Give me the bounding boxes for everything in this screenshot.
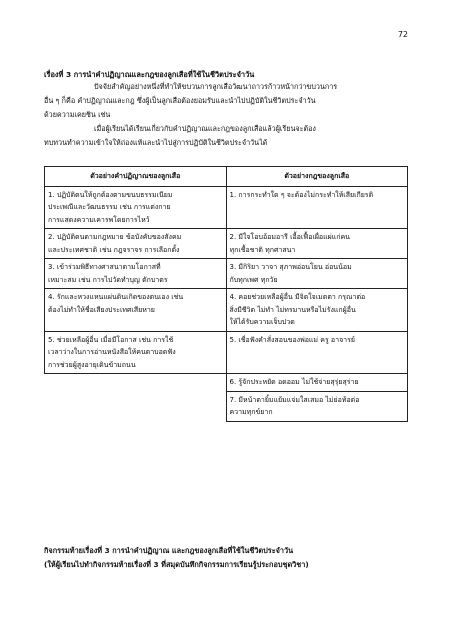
cell-line: 6. รู้จักประหยัด อดออม ไม่ใช้จ่ายสุรุ่ยสุร่าย xyxy=(229,378,359,386)
table-row xyxy=(45,391,408,421)
law-cell xyxy=(226,331,408,374)
activity-title: กิจกรรมท้ายเรื่องที่ 3 การนำคำปฏิญาณ และกฎของลูกเสือที่ใช้ในชีวิตประจำวัน xyxy=(44,546,294,555)
cell-line: สิ่งมีชีวิต ไม่ทำ ไม่ทรมานหรือไม่รังแกผู้อื่น xyxy=(229,305,356,314)
promise-cell xyxy=(45,259,227,289)
law-cell xyxy=(226,391,408,421)
cell-line: ประเพณีและวัฒนธรรม เช่น การแต่งกาย xyxy=(48,203,171,211)
cell-line: 5. เชื่อฟังคำสั่งสอนของพ่อแม่ ครู อาจารย์ xyxy=(229,335,355,344)
empty-cell xyxy=(45,391,227,421)
activity-instruction: (ให้ผู้เรียนไปทำกิจกรรมท้ายเรื่องที่ 3 ที่สมุดบันทึกกิจกรรมการเรียนรู้ประกอบชุดวิชา) xyxy=(44,560,309,569)
table-row xyxy=(45,374,408,392)
paragraph-line: ด้วยความเคยชิน เช่น xyxy=(44,110,111,119)
cell-line: ให้ได้รับความเจ็บปวด xyxy=(229,318,295,326)
table-row xyxy=(45,229,408,259)
cell-line: ทุกเชื้อชาติ ทุกศาสนา xyxy=(229,245,296,254)
law-cell xyxy=(226,289,408,332)
cell-line: 7. มีหน้าตายิ้มแย้มแจ่มใสเสมอ ไม่ย่อท้อต่อ xyxy=(229,395,360,404)
empty-cell xyxy=(45,374,227,392)
column-header-law: ตัวอย่างกฎของลูกเสือ xyxy=(226,167,408,187)
page-number: 72 xyxy=(397,30,408,39)
cell-line: เวลาว่างในการอ่านหนังสือให้คนตาบอดฟัง xyxy=(48,348,176,356)
table-row xyxy=(45,259,408,289)
law-cell xyxy=(226,259,408,289)
cell-line: การช่วยผู้สูงอายุเดินข้ามถนน xyxy=(48,360,136,369)
promise-cell xyxy=(45,289,227,332)
promise-cell xyxy=(45,331,227,374)
activity-note xyxy=(44,544,424,572)
paragraph-line: ทบทวนทำความเข้าใจให้ถ่องแท้และนำไปสู่การปฏิบัติในชีวิตประจำวันได้ xyxy=(44,138,268,147)
cell-line: 2. มีใจโอบอ้อมอารี เอื้อเฟื้อเผื่อแผ่แก่คน xyxy=(229,233,350,241)
paragraph-line: อื่น ๆ ก็คือ คำปฏิญาณและกฎ ซึ่งผู้เป็นลูกเสือต้องยอมรับและนำไปปฏิบัติในชีวิตประจำวัน xyxy=(44,96,316,105)
cell-line: กับทุกเพศ ทุกวัย xyxy=(229,275,278,284)
law-cell xyxy=(226,186,408,229)
cell-line: 4. รักและหวงแหนแผ่นดินเกิดของตนเอง เช่น xyxy=(48,293,184,301)
promise-cell xyxy=(45,229,227,259)
table-header-row xyxy=(45,167,408,187)
cell-line: เหมาะสม เช่น การไปวัดทำบุญ ตักบาตร xyxy=(48,275,168,284)
cell-line: 4. คอยช่วยเหลือผู้อื่น มีจิตใจเมตตา กรุณาต่อ xyxy=(229,293,366,301)
table-row xyxy=(45,186,408,229)
paragraph-line: ปัจจัยสำคัญอย่างหนึ่งที่ทำให้ขบวนการลูกเสือวัฒนาถาวรก้าวหน้ากว่าขบวนการ xyxy=(94,82,338,91)
cell-line: ต้องไม่ทำให้ชื่อเสียงประเทศเสียหาย xyxy=(48,305,155,314)
cell-line: 1. การกระทำใด ๆ จะต้องไม่กระทำให้เสียเกียรติ xyxy=(229,190,374,199)
law-cell xyxy=(226,374,408,392)
column-header-promise: ตัวอย่างคำปฏิญาณของลูกเสือ xyxy=(45,167,227,187)
examples-table xyxy=(44,166,408,422)
cell-line: ความทุกข์ยาก xyxy=(229,408,273,416)
cell-line: การแสดงความเคารพโดยการไหว้ xyxy=(48,215,150,224)
cell-line: 2. ปฏิบัติตนตามกฎหมาย ข้อบังคับของสังคม xyxy=(48,233,182,241)
paragraph-line: เมื่อผู้เรียนได้เรียนเกี่ยวกับคำปฏิญาณและกฎของลูกเสือแล้วผู้เรียนจะต้อง xyxy=(94,124,316,133)
cell-line: และประเทศชาติ เช่น กฎจราจร การเลือกตั้ง xyxy=(48,245,180,254)
section-heading: เรื่องที่ 3 การนำคำปฏิญาณและกฎของลูกเสือที่ใช้ในชีวิตประจำวัน xyxy=(44,70,255,79)
table-row xyxy=(45,331,408,374)
instruction-paragraph xyxy=(44,122,408,150)
cell-line: 1. ปฏิบัติตนให้ถูกต้องตามขนบธรรมเนียม xyxy=(48,190,173,199)
promise-cell xyxy=(45,186,227,229)
cell-line: 3. เข้าร่วมพิธีทางศาสนาตามโอกาสที่ xyxy=(48,263,161,271)
cell-line: 3. มีกิริยา วาจา สุภาพอ่อนโยน อ่อนน้อม xyxy=(229,263,352,271)
table-row xyxy=(45,289,408,332)
cell-line: 5. ช่วยเหลือผู้อื่น เมื่อมีโอกาส เช่น การใช้ xyxy=(48,335,174,344)
intro-paragraph xyxy=(44,80,408,122)
law-cell xyxy=(226,229,408,259)
